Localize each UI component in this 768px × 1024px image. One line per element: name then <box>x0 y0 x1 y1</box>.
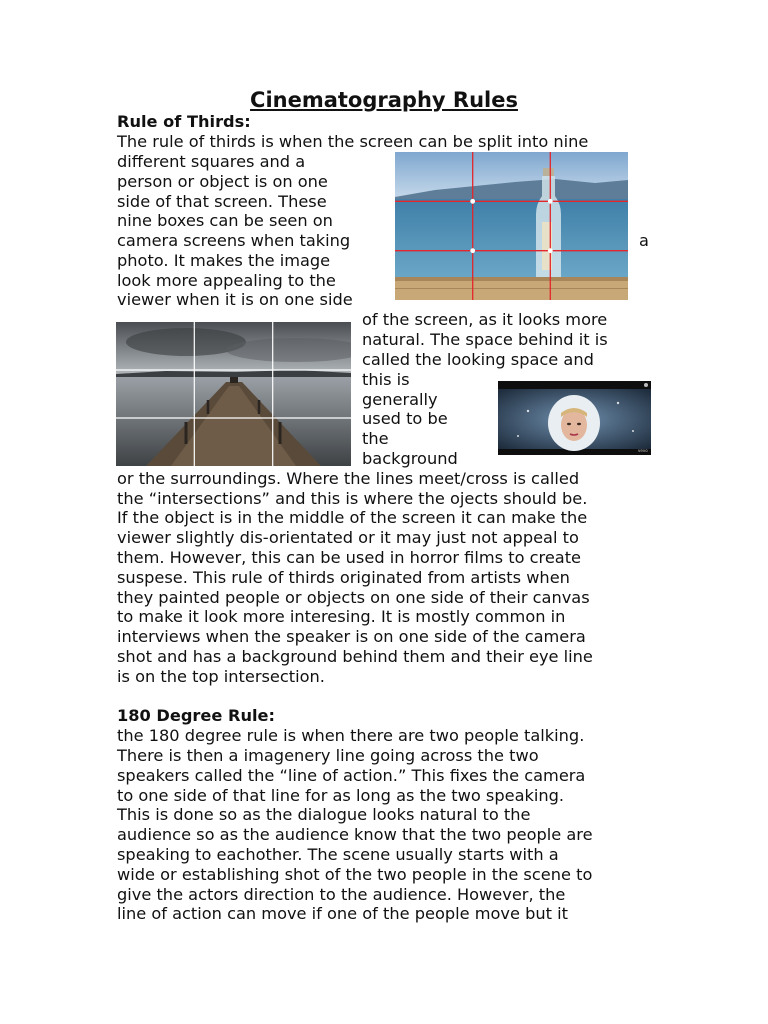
paragraph-line: line of action can move if one of the people move but it <box>117 904 568 923</box>
paragraph-line: the “intersections” and this is where the ojects should be. <box>117 489 588 508</box>
paragraph-line: side of that screen. These <box>117 192 327 211</box>
pier-rule-of-thirds-image <box>116 322 351 466</box>
bottle-rule-of-thirds-image <box>395 152 628 300</box>
music-video-still-image <box>498 381 651 455</box>
paragraph-line: background <box>362 449 458 468</box>
paragraph-line: they painted people or objects on one side of their canvas <box>117 588 590 607</box>
paragraph-line: this is <box>362 370 410 389</box>
paragraph-line: person or object is on one <box>117 172 328 191</box>
paragraph-line: nine boxes can be seen on <box>117 211 333 230</box>
paragraph-line: of the screen, as it looks more <box>362 310 608 329</box>
paragraph-line: is on the top intersection. <box>117 667 325 686</box>
paragraph-line: the 180 degree rule is when there are two people talking. <box>117 726 585 745</box>
vevo-logo: vevo <box>638 448 648 453</box>
paragraph-line: give the actors direction to the audience. However, the <box>117 885 566 904</box>
paragraph-line: speakers called the “line of action.” This fixes the camera <box>117 766 586 785</box>
paragraph-line: wide or establishing shot of the two people in the scene to <box>117 865 593 884</box>
paragraph-line: viewer slightly dis-orientated or it may just not appeal to <box>117 528 579 547</box>
paragraph-line: them. However, this can be used in horror films to create <box>117 548 582 567</box>
paragraph-line: If the object is in the middle of the screen it can make the <box>117 508 588 527</box>
paragraph-line: generally <box>362 390 438 409</box>
section-heading-rule-of-thirds: Rule of Thirds: <box>117 112 251 131</box>
section-heading-180-degree-rule: 180 Degree Rule: <box>117 706 275 725</box>
paragraph-line: to one side of that line for as long as the two speaking. <box>117 786 565 805</box>
paragraph-line: The rule of thirds is when the screen can be split into nine <box>117 132 589 151</box>
paragraph-line: a <box>639 231 649 250</box>
document-title: Cinematography Rules <box>250 88 518 112</box>
paragraph-line: This is done so as the dialogue looks natural to the <box>117 805 531 824</box>
paragraph-line: different squares and a <box>117 152 306 171</box>
paragraph-line: look more appealing to the <box>117 271 336 290</box>
paragraph-line: interviews when the speaker is on one side of the camera <box>117 627 586 646</box>
paragraph-line: to make it look more interesing. It is mostly common in <box>117 607 566 626</box>
paragraph-line: or the surroundings. Where the lines meet/cross is called <box>117 469 580 488</box>
paragraph-line: natural. The space behind it is <box>362 330 608 349</box>
paragraph-line: photo. It makes the image <box>117 251 331 270</box>
paragraph-line: viewer when it is on one side <box>117 290 353 309</box>
paragraph-line: called the looking space and <box>362 350 594 369</box>
paragraph-line: There is then a imagenery line going across the two <box>117 746 539 765</box>
paragraph-line: camera screens when taking <box>117 231 351 250</box>
paragraph-line: suspese. This rule of thirds originated from artists when <box>117 568 570 587</box>
paragraph-line: used to be <box>362 409 448 428</box>
paragraph-line: audience so as the audience know that the two people are <box>117 825 593 844</box>
paragraph-line: the <box>362 429 389 448</box>
paragraph-line: speaking to eachother. The scene usually starts with a <box>117 845 559 864</box>
paragraph-line: shot and has a background behind them and their eye line <box>117 647 593 666</box>
